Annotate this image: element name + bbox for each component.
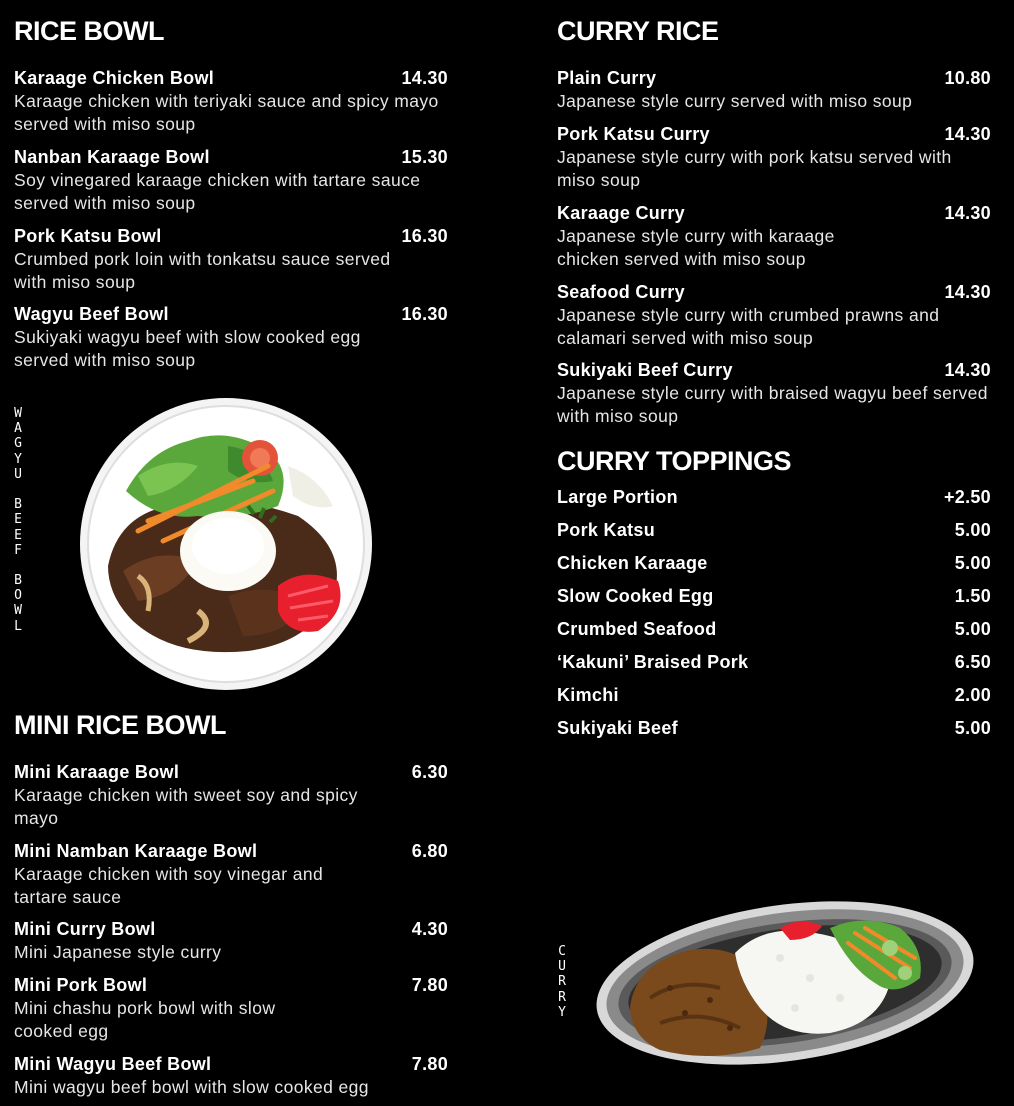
vertical-letter: Y [558,1004,566,1020]
vertical-letter: R [558,974,566,990]
menu-item [14,304,448,372]
item-name: Nanban Karaage Bowl [14,147,210,167]
item-name: Mini Curry Bowl [14,919,156,939]
menu-item [14,68,448,136]
item-description: Crumbed pork loin with tonkatsu sauce served with miso soup [14,249,391,292]
item-name: Mini Namban Karaage Bowl [14,841,258,861]
menu-item [557,203,991,271]
topping-price: +2.50 [943,487,991,507]
rice-bowl-title: RICE BOWL [14,16,164,46]
vertical-letter: O [14,588,22,604]
topping-price: 5.00 [954,553,991,573]
vertical-letter: Y [14,451,22,467]
item-name: Seafood Curry [557,282,685,302]
item-price: 6.80 [411,841,448,861]
vertical-letter [11,558,25,573]
item-price: 7.80 [411,975,448,995]
topping-name: Large Portion [557,487,678,507]
item-price: 14.30 [944,282,991,302]
topping-price: 2.00 [954,685,991,705]
topping-price: 6.50 [954,652,991,672]
menu-item [557,282,991,350]
vertical-letter: U [558,959,566,975]
item-name: Wagyu Beef Bowl [14,304,169,324]
topping-name: ‘Kakuni’ Braised Pork [557,652,749,672]
vertical-letter: W [14,603,22,619]
vertical-letter: W [14,406,22,421]
item-name: Pork Katsu Bowl [14,226,162,246]
topping-row [557,652,991,673]
item-description: Sukiyaki wagyu beef with slow cooked egg served with miso soup [14,327,361,370]
item-description: Japanese style curry served with miso soup [557,91,913,111]
topping-row [557,487,991,508]
wagyu-beef-bowl-vertical-label [11,406,25,634]
vertical-letter: R [558,989,566,1005]
topping-price: 1.50 [954,586,991,606]
menu-item [557,124,991,192]
topping-name: Crumbed Seafood [557,619,717,639]
vertical-letter: E [14,512,22,528]
item-name: Plain Curry [557,68,657,88]
topping-row [557,619,991,640]
item-description: Japanese style curry with crumbed prawns and calamari served with miso soup [557,305,940,348]
curry-toppings-title: CURRY TOPPINGS [557,446,792,476]
menu-item [14,226,448,294]
topping-name: Sukiyaki Beef [557,718,678,738]
topping-row [557,718,991,739]
item-price: 14.30 [944,124,991,144]
item-description: Japanese style curry with braised wagyu beef served with miso soup [557,383,988,426]
item-description: Mini wagyu beef bowl with slow cooked egg [14,1077,369,1097]
item-price: 16.30 [401,304,448,324]
topping-price: 5.00 [954,619,991,639]
item-description: Mini Japanese style curry [14,942,222,962]
item-name: Karaage Curry [557,203,685,223]
item-price: 15.30 [401,147,448,167]
item-description: Soy vinegared karaage chicken with tartare sauce served with miso soup [14,170,421,213]
menu-item [14,762,448,830]
vertical-letter: G [14,436,22,452]
curry-plate-photo [590,888,980,1073]
topping-row [557,553,991,574]
topping-row [557,685,991,706]
menu-item [557,360,991,428]
vertical-letter: F [14,542,22,558]
item-description: Karaage chicken with soy vinegar and tartare sauce [14,864,324,907]
item-price: 14.30 [944,360,991,380]
menu-item [14,1054,448,1099]
item-price: 4.30 [411,919,448,939]
item-description: Mini chashu pork bowl with slow cooked egg [14,998,276,1041]
topping-name: Slow Cooked Egg [557,586,714,606]
item-price: 6.30 [411,762,448,782]
topping-name: Chicken Karaage [557,553,708,573]
item-price: 14.30 [401,68,448,88]
vertical-letter [11,482,25,497]
vertical-letter: E [14,527,22,543]
topping-name: Kimchi [557,685,619,705]
item-price: 16.30 [401,226,448,246]
menu-item [14,975,448,1043]
item-name: Karaage Chicken Bowl [14,68,215,88]
item-description: Karaage chicken with sweet soy and spicy mayo [14,785,358,828]
vertical-letter: B [14,497,22,513]
item-description: Karaage chicken with teriyaki sauce and spicy mayo served with miso soup [14,91,439,134]
menu-item [14,841,448,909]
topping-price: 5.00 [954,520,991,540]
item-name: Mini Pork Bowl [14,975,148,995]
vertical-letter: C [558,944,566,959]
item-name: Mini Wagyu Beef Bowl [14,1054,212,1074]
item-name: Sukiyaki Beef Curry [557,360,733,380]
mini-rice-bowl-title: MINI RICE BOWL [14,710,226,740]
item-price: 14.30 [944,203,991,223]
item-price: 10.80 [944,68,991,88]
item-price: 7.80 [411,1054,448,1074]
item-description: Japanese style curry with karaage chicken served with miso soup [557,226,835,269]
curry-vertical-label [555,944,569,1020]
menu-item [14,919,448,964]
menu-item [14,147,448,215]
topping-name: Pork Katsu [557,520,656,540]
topping-row [557,520,991,541]
item-description: Japanese style curry with pork katsu served with miso soup [557,147,952,190]
vertical-letter: A [14,421,22,437]
item-name: Mini Karaage Bowl [14,762,180,782]
vertical-letter: B [14,573,22,589]
topping-row [557,586,991,607]
wagyu-beef-bowl-photo [78,396,374,692]
vertical-letter: U [14,466,22,482]
menu-item [557,68,991,113]
item-name: Pork Katsu Curry [557,124,710,144]
vertical-letter: L [14,618,22,634]
curry-rice-title: CURRY RICE [557,16,719,46]
topping-price: 5.00 [954,718,991,738]
